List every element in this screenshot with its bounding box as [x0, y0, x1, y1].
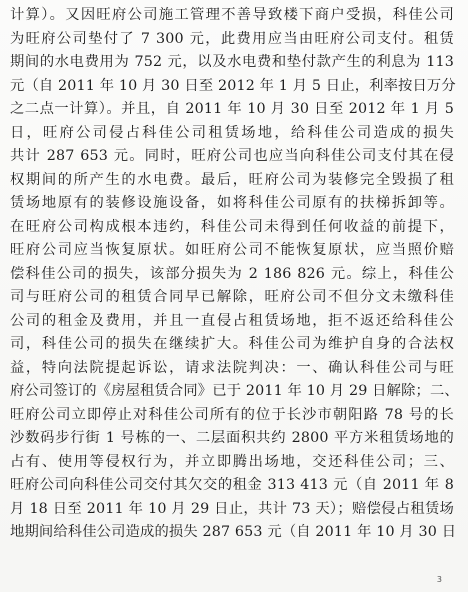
text-line: 司与旺府公司的租赁合同早已解除，旺府公司不但分文未缴科佳	[10, 289, 454, 305]
text-line: 期间的水电费用为 752 元，以及水电费和垫付款产生的利息为 113	[10, 54, 454, 70]
text-line: 益，特向法院提起诉讼，请求法院判决：一、确认科佳公司与旺	[10, 359, 454, 376]
text-line: 旺府公司立即停止对科佳公司所有的位于长沙市朝阳路 78 号的长	[10, 406, 454, 423]
text-line: 地期间给科佳公司造成的损失 287 653 元（自 2011 年 10 月 30 日	[10, 524, 457, 540]
text-line: 日，旺府公司侵占科佳公司租赁场地，给科佳公司造成的损失	[10, 124, 454, 141]
text-line: 公司的租金及费用，并且一直侵占租赁场地，拒不返还给科佳公	[10, 312, 454, 329]
text-line: 沙数码步行街 1 号栋的一、二层面积共约 2800 平方米租赁场地的	[10, 430, 454, 446]
text-line: 府公司签订的《房屋租赁合同》已于 2011 年 10 月 29 日解除；二、	[10, 383, 459, 399]
text-line: 为旺府公司垫付了 7 300 元，此费用应当由旺府公司支付。租赁	[10, 30, 454, 47]
document-body	[10, 4, 459, 545]
text-line: 月 18 日至 2011 年 10 月 29 日止，共计 73 天）；赔偿侵占租赁场	[10, 500, 454, 517]
text-line: 旺府公司向科佳公司交付其欠交的租金 313 413 元（自 2011 年 8	[10, 477, 454, 493]
text-line: 在旺府公司构成根本违约，科佳公司未得到任何收益的前提下，	[10, 218, 454, 235]
text-line: 偿科佳公司的损失，该部分损失为 2 186 826 元。综上，科佳公	[10, 265, 454, 282]
text-line: 计算）。又因旺府公司施工管理不善导致楼下商户受损，科佳公司	[10, 7, 454, 23]
text-line: 旺府公司应当恢复原状。如旺府公司不能恢复原状，应当照价赔	[10, 242, 454, 258]
text-line: 之二点一计算）。并且，自 2011 年 10 月 30 日至 2012 年 1 月 5	[10, 101, 454, 117]
text-line: 赁场地原有的装修设施设备，如将科佳公司原有的扶梯拆卸等。	[10, 195, 454, 211]
page-number: 3	[436, 575, 442, 584]
text-line: 权期间的所产生的水电费。最后，旺府公司为装修完全毁损了租	[10, 171, 454, 188]
text-line: 元（自 2011 年 10 月 30 日至 2012 年 1 月 5 日止，利率按日万分	[10, 77, 456, 94]
text-line: 司，科佳公司的损失在继续扩大。科佳公司为维护自身的合法权	[10, 336, 454, 352]
text-line: 占有、使用等侵权行为，并立即腾出场地，交还科佳公司；三、	[10, 453, 454, 470]
text-line: 共计 287 653 元。同时，旺府公司也应当向科佳公司支付其在侵	[10, 148, 454, 164]
